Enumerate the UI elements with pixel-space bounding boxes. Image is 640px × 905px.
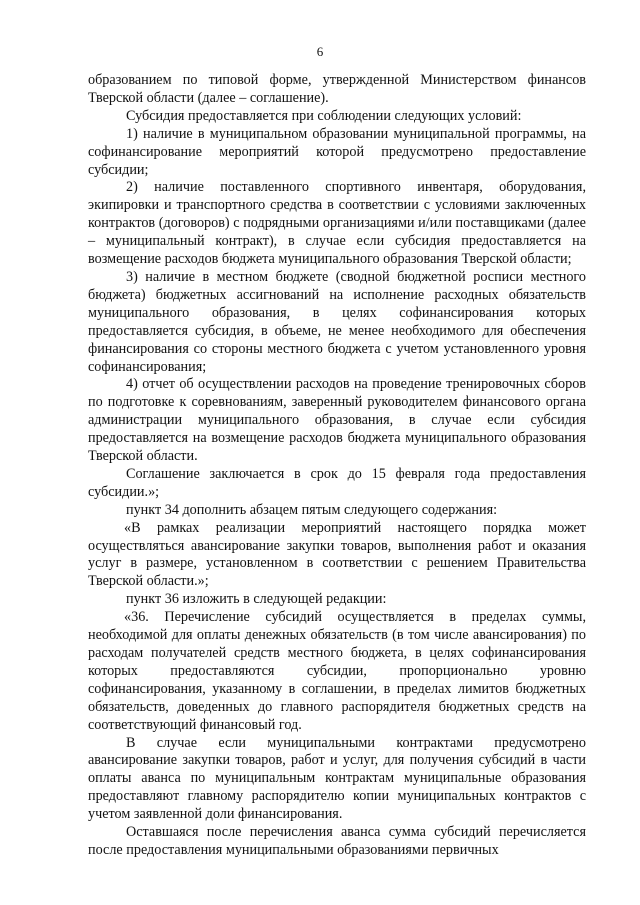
paragraph-item-36: пункт 36 изложить в следующей редакции: — [126, 591, 387, 608]
paragraph-agreement-deadline: Соглашение заключается в срок до 15 февраля года предоставления субсидии.»; — [88, 465, 586, 500]
document-body — [88, 72, 586, 860]
paragraph-condition-3: 3) наличие в местном бюджете (сводной бюджетной росписи местного бюджета) бюджетных ассигнований на исполнение расходных обязательств муниципального образования, в целях софинансирования которых предоставляется субсидия, в объеме, не менее необходимого для обеспечения финансирования со стороны местного бюджета с учетом установленного уровня софинансирования; — [88, 268, 586, 375]
paragraph-condition-4: 4) отчет об осуществлении расходов на проведение тренировочных сборов по подготовке к соревнованиям, заверенный руководителем финансового органа администрации муниципального образования, в случае если субсидия предоставляется на возмещение расходов бюджета муниципального образования Тверской области. — [88, 376, 586, 465]
paragraph-advance-payment: «В рамках реализации мероприятий настоящего порядка может осуществляться авансирование закупки товаров, выполнения работ и оказания услуг в размере, установленном в соответствии с решением Правительства Тверской области.»; — [88, 519, 586, 590]
paragraph-remaining-subsidy: Оставшаяся после перечисления аванса сумма субсидий перечисляется после предоставления муниципальными образованиями первичных — [88, 824, 586, 858]
paragraph-subsidy-conditions: Субсидия предоставляется при соблюдении следующих условий: — [126, 107, 522, 124]
paragraph-condition-1: 1) наличие в муниципальном образовании муниципальной программы, на софинансирование мероприятий которой предусмотрено предоставление субсидии; — [88, 125, 586, 178]
paragraph-item-36-text: «36. Перечисление субсидий осуществляется в пределах суммы, необходимой для оплаты денежных обязательств (в том числе авансирования) по расходам получателей средств местного бюджета, в целях софинансирования которых предоставляются субсидии, пропорционально уровню софинансирования, указанному в соглашении, в пределах лимитов бюджетных обязательств, доведенных до главного распорядителя бюджетных средств на соответствующий финансовый год. — [88, 609, 586, 733]
paragraph-continuation: образованием по типовой форме, утвержденной Министерством финансов Тверской области (далее – соглашение). — [88, 72, 586, 106]
page-number: 6 — [316, 44, 324, 59]
paragraph-condition-2: 2) наличие поставленного спортивного инвентаря, оборудования, экипировки и транспортного средства в соответствии с условиями заключенных контрактов (договоров) с подрядными организациями и/или поставщиками (далее – муниципальный контракт), в случае если субсидия предоставляется на возмещение расходов бюджета муниципального образования Тверской области; — [88, 179, 586, 268]
paragraph-municipal-contracts: В случае если муниципальными контрактами предусмотрено авансирование закупки товаров, работ и услуг, для получения субсидий в части оплаты аванса по муниципальным контрактам муниципальные образования предоставляют главному распорядителю копии муниципальных контрактов с учетом заявленной доли финансирования. — [88, 734, 586, 823]
paragraph-item-34: пункт 34 дополнить абзацем пятым следующего содержания: — [126, 501, 498, 518]
